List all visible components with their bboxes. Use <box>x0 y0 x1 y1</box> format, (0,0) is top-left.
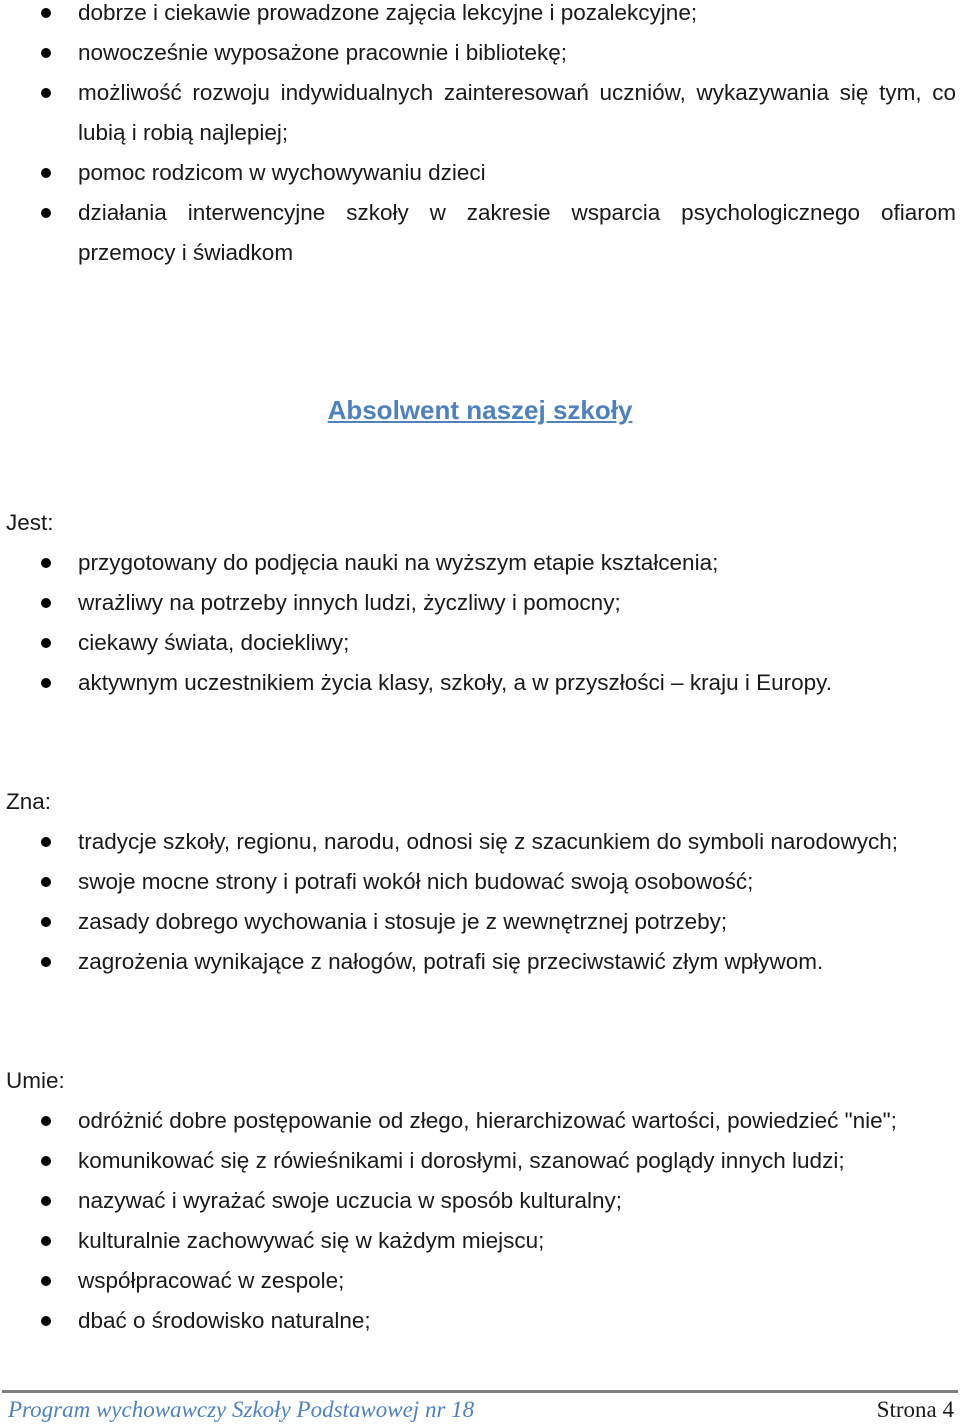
page-number: Strona 4 <box>876 1397 954 1422</box>
list-item: działania interwencyjne szkoły w zakresie wsparcia psychologicznego ofiarom przemocy i świadkom <box>0 193 960 273</box>
footer-divider <box>2 1390 958 1393</box>
footer-title: Program wychowawczy Szkoły Podstawowej nr 18 <box>8 1397 475 1422</box>
intro-section <box>0 0 960 273</box>
list-item: nazywać i wyrażać swoje uczucia w sposób kulturalny; <box>0 1181 960 1221</box>
zna-section <box>0 822 960 982</box>
intro-list <box>0 0 960 273</box>
list-item: odróżnić dobre postępowanie od złego, hierarchizować wartości, powiedzieć "nie"; <box>0 1101 960 1141</box>
umie-section <box>0 1101 960 1341</box>
section-heading: Absolwent naszej szkoły <box>327 395 633 425</box>
list-item: nowocześnie wyposażone pracownie i bibliotekę; <box>0 33 960 73</box>
jest-list <box>0 543 960 703</box>
list-item: ciekawy świata, dociekliwy; <box>0 623 960 663</box>
list-item: kulturalnie zachowywać się w każdym miejscu; <box>0 1221 960 1261</box>
list-item: pomoc rodzicom w wychowywaniu dzieci <box>0 153 960 193</box>
list-item: komunikować się z rówieśnikami i dorosłymi, szanować poglądy innych ludzi; <box>0 1141 960 1181</box>
list-item: swoje mocne strony i potrafi wokół nich budować swoją osobowość; <box>0 862 960 902</box>
umie-label: Umie: <box>6 1068 65 1093</box>
list-item: zasady dobrego wychowania i stosuje je z wewnętrznej potrzeby; <box>0 902 960 942</box>
list-item: współpracować w zespole; <box>0 1261 960 1301</box>
list-item: przygotowany do podjęcia nauki na wyższym etapie kształcenia; <box>0 543 960 583</box>
list-item: dbać o środowisko naturalne; <box>0 1301 960 1341</box>
jest-section <box>0 543 960 703</box>
umie-list <box>0 1101 960 1341</box>
list-item: dobrze i ciekawie prowadzone zajęcia lekcyjne i pozalekcyjne; <box>0 0 960 33</box>
zna-list <box>0 822 960 982</box>
list-item: zagrożenia wynikające z nałogów, potrafi się przeciwstawić złym wpływom. <box>0 942 960 982</box>
list-item: tradycje szkoły, regionu, narodu, odnosi się z szacunkiem do symboli narodowych; <box>0 822 960 862</box>
zna-label: Zna: <box>6 789 52 814</box>
list-item: aktywnym uczestnikiem życia klasy, szkoły, a w przyszłości – kraju i Europy. <box>0 663 960 703</box>
list-item: możliwość rozwoju indywidualnych zainteresowań uczniów, wykazywania się tym, co lubią i robią najlepiej; <box>0 73 960 153</box>
jest-label: Jest: <box>6 510 54 535</box>
list-item: wrażliwy na potrzeby innych ludzi, życzliwy i pomocny; <box>0 583 960 623</box>
